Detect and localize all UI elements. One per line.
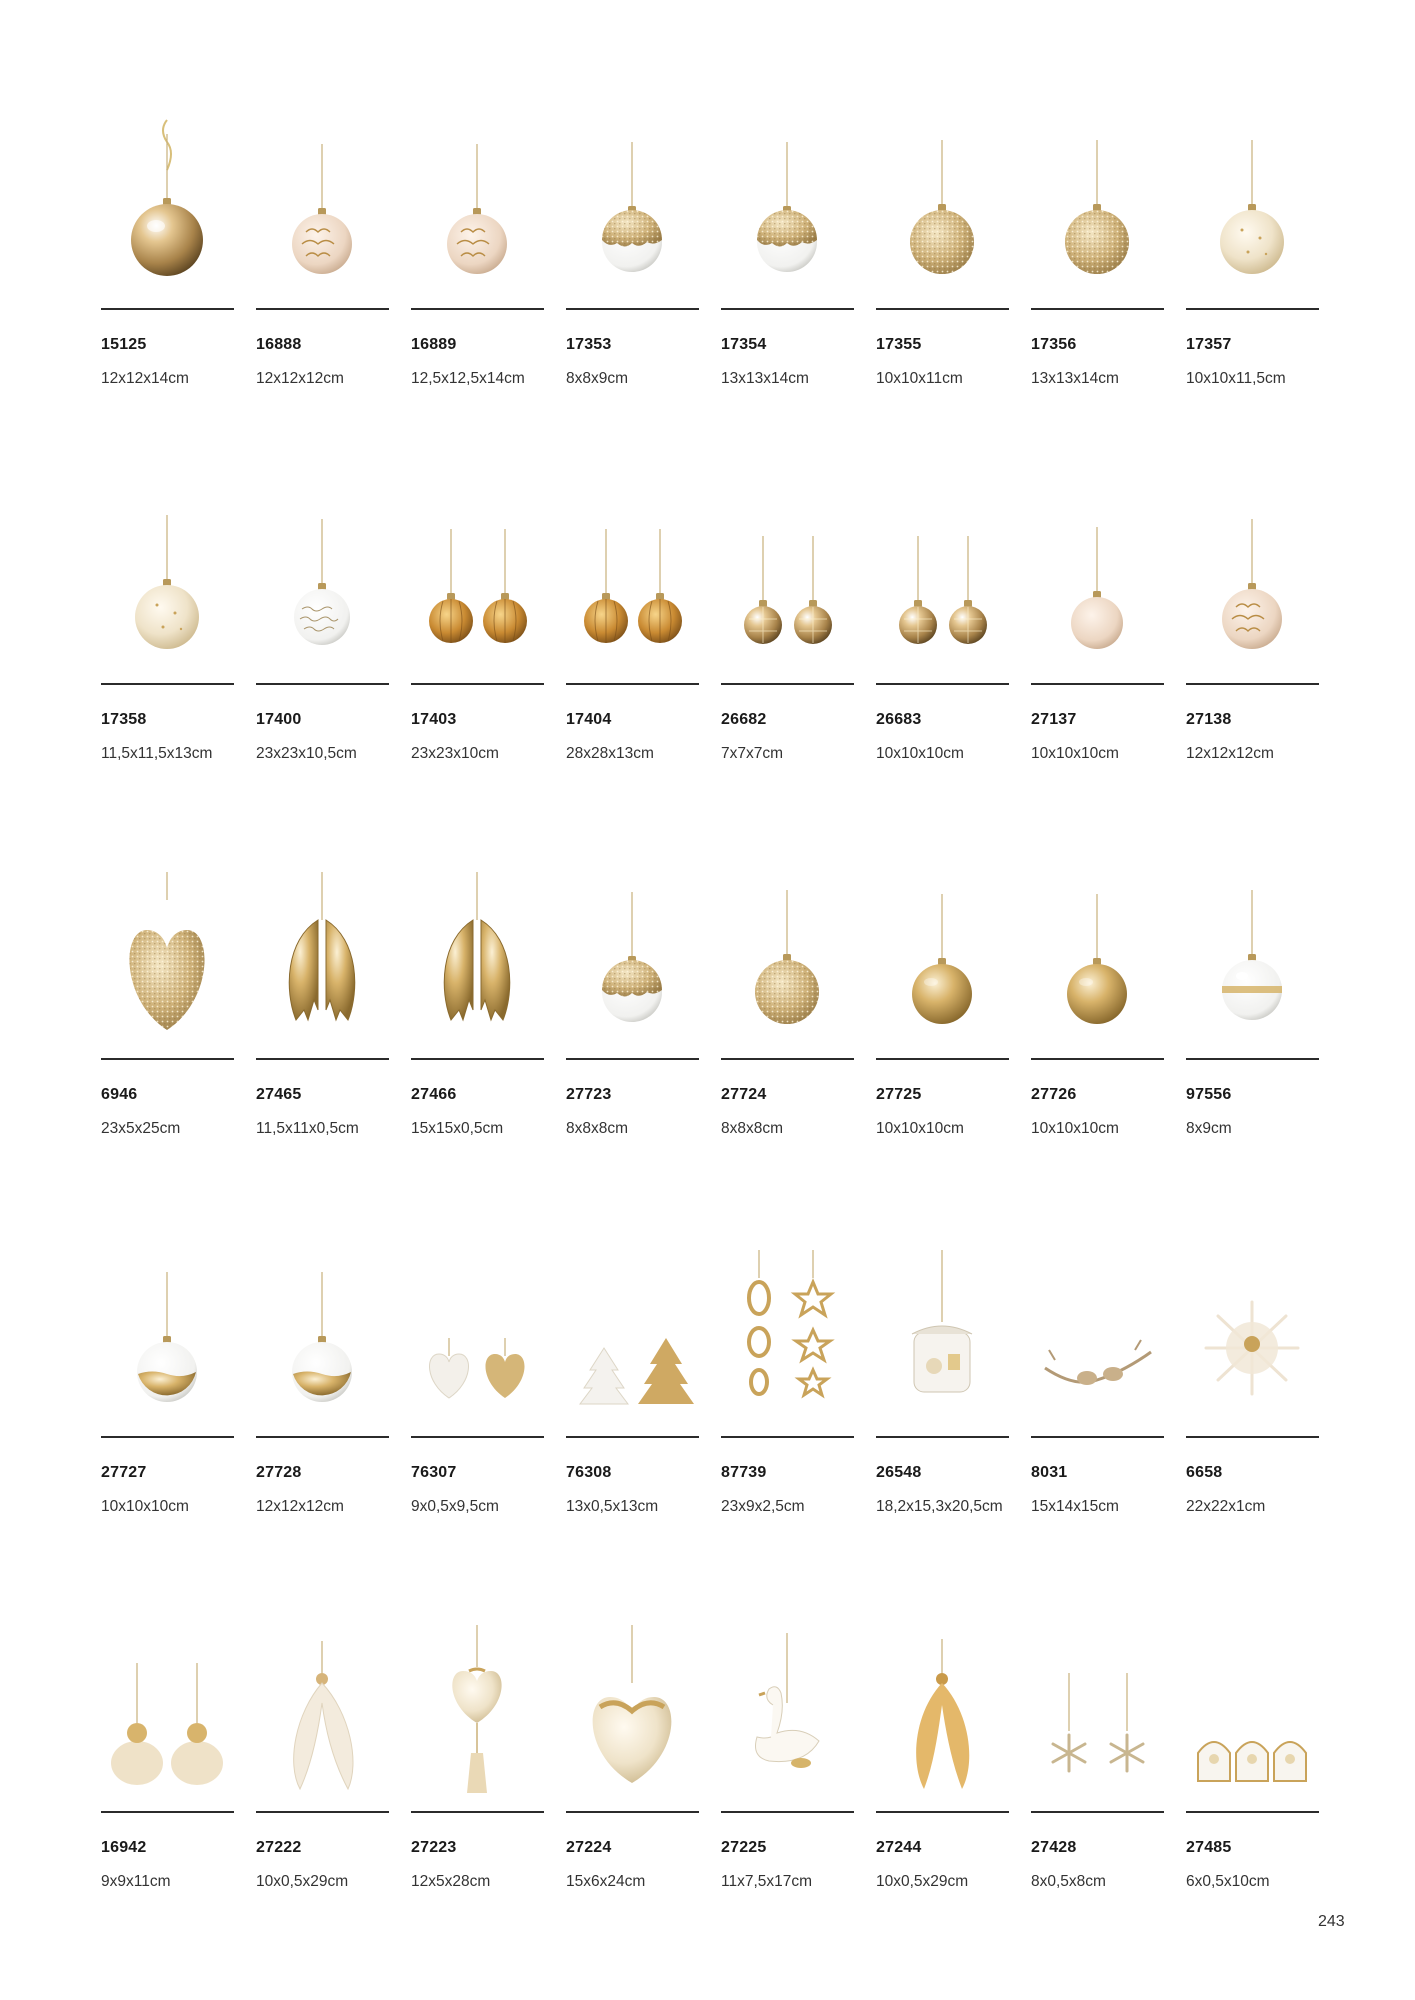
product-code: 8031 xyxy=(1031,1464,1068,1481)
divider-rule xyxy=(721,1811,854,1813)
product-image xyxy=(101,110,234,306)
divider-rule xyxy=(1031,1811,1164,1813)
product-code: 15125 xyxy=(101,336,147,353)
product-card xyxy=(566,110,699,400)
product-code: 17403 xyxy=(411,711,457,728)
product-dimensions: 8x9cm xyxy=(1186,1120,1232,1137)
product-image xyxy=(876,110,1009,306)
product-card xyxy=(256,485,389,775)
product-image xyxy=(256,1613,389,1809)
divider-rule xyxy=(411,1058,544,1060)
product-card xyxy=(256,1613,389,1903)
divider-rule xyxy=(876,1811,1009,1813)
product-code: 26683 xyxy=(876,711,922,728)
product-card xyxy=(1031,1238,1164,1528)
divider-rule xyxy=(566,1058,699,1060)
product-image xyxy=(1031,1238,1164,1434)
product-dimensions: 13x13x14cm xyxy=(721,370,809,387)
divider-rule xyxy=(411,1436,544,1438)
divider-rule xyxy=(876,308,1009,310)
product-code: 26548 xyxy=(876,1464,922,1481)
product-card xyxy=(1031,860,1164,1150)
product-code: 27727 xyxy=(101,1464,147,1481)
product-code: 97556 xyxy=(1186,1086,1232,1103)
product-card xyxy=(721,1238,854,1528)
product-card xyxy=(411,485,544,775)
product-image xyxy=(1186,1613,1319,1809)
product-card xyxy=(101,485,234,775)
product-code: 17400 xyxy=(256,711,302,728)
divider-rule xyxy=(1031,683,1164,685)
product-dimensions: 12x12x12cm xyxy=(1186,745,1274,762)
product-card xyxy=(566,860,699,1150)
product-image xyxy=(256,1238,389,1434)
divider-rule xyxy=(411,308,544,310)
product-image xyxy=(411,110,544,306)
product-code: 27726 xyxy=(1031,1086,1077,1103)
product-dimensions: 10x10x10cm xyxy=(876,1120,964,1137)
product-dimensions: 23x23x10,5cm xyxy=(256,745,357,762)
product-card xyxy=(876,110,1009,400)
product-dimensions: 8x8x9cm xyxy=(566,370,629,387)
product-dimensions: 9x0,5x9,5cm xyxy=(411,1498,499,1515)
divider-rule xyxy=(1186,683,1319,685)
product-card xyxy=(256,860,389,1150)
product-card xyxy=(1031,110,1164,400)
product-row xyxy=(101,860,1326,1150)
product-code: 27466 xyxy=(411,1086,457,1103)
product-code: 76308 xyxy=(566,1464,612,1481)
product-card xyxy=(1186,110,1319,400)
product-code: 27428 xyxy=(1031,1839,1077,1856)
product-code: 27724 xyxy=(721,1086,767,1103)
product-code: 6658 xyxy=(1186,1464,1223,1481)
divider-rule xyxy=(721,1436,854,1438)
product-image xyxy=(1031,1613,1164,1809)
product-card xyxy=(256,110,389,400)
product-dimensions: 15x6x24cm xyxy=(566,1873,646,1890)
product-dimensions: 28x28x13cm xyxy=(566,745,654,762)
product-card xyxy=(721,485,854,775)
product-code: 27728 xyxy=(256,1464,302,1481)
divider-rule xyxy=(876,683,1009,685)
divider-rule xyxy=(721,308,854,310)
product-dimensions: 12x12x14cm xyxy=(101,370,189,387)
product-image xyxy=(256,110,389,306)
product-card xyxy=(256,1238,389,1528)
product-card xyxy=(566,1613,699,1903)
divider-rule xyxy=(721,1058,854,1060)
product-code: 27224 xyxy=(566,1839,612,1856)
divider-rule xyxy=(256,683,389,685)
product-row xyxy=(101,1613,1326,1903)
product-card xyxy=(876,1613,1009,1903)
product-row xyxy=(101,110,1326,400)
product-dimensions: 10x0,5x29cm xyxy=(256,1873,349,1890)
product-card xyxy=(876,1238,1009,1528)
product-image xyxy=(566,1613,699,1809)
product-image xyxy=(256,860,389,1056)
product-image xyxy=(876,1613,1009,1809)
divider-rule xyxy=(566,308,699,310)
divider-rule xyxy=(256,1436,389,1438)
divider-rule xyxy=(1031,308,1164,310)
product-image xyxy=(721,860,854,1056)
product-card xyxy=(101,860,234,1150)
product-dimensions: 11x7,5x17cm xyxy=(721,1873,813,1890)
product-code: 87739 xyxy=(721,1464,767,1481)
product-card xyxy=(566,1238,699,1528)
divider-rule xyxy=(1186,1436,1319,1438)
product-image xyxy=(1031,860,1164,1056)
product-image xyxy=(411,1613,544,1809)
divider-rule xyxy=(566,1811,699,1813)
product-dimensions: 13x0,5x13cm xyxy=(566,1498,659,1515)
divider-rule xyxy=(1186,1058,1319,1060)
product-dimensions: 10x10x10cm xyxy=(876,745,964,762)
product-code: 26682 xyxy=(721,711,767,728)
product-image xyxy=(1186,860,1319,1056)
product-dimensions: 12x12x12cm xyxy=(256,1498,344,1515)
product-dimensions: 18,2x15,3x20,5cm xyxy=(876,1498,1003,1515)
product-code: 27723 xyxy=(566,1086,612,1103)
divider-rule xyxy=(1186,308,1319,310)
product-card xyxy=(1186,1613,1319,1903)
divider-rule xyxy=(411,683,544,685)
product-code: 27223 xyxy=(411,1839,457,1856)
product-image xyxy=(721,110,854,306)
product-code: 27465 xyxy=(256,1086,302,1103)
product-image xyxy=(876,1238,1009,1434)
product-image xyxy=(411,860,544,1056)
divider-rule xyxy=(1186,1811,1319,1813)
divider-rule xyxy=(876,1436,1009,1438)
product-image xyxy=(876,485,1009,681)
divider-rule xyxy=(1031,1436,1164,1438)
product-card xyxy=(411,1613,544,1903)
product-image xyxy=(101,1613,234,1809)
product-card xyxy=(566,485,699,775)
divider-rule xyxy=(256,308,389,310)
product-code: 27725 xyxy=(876,1086,922,1103)
product-dimensions: 10x0,5x29cm xyxy=(876,1873,969,1890)
product-image xyxy=(256,485,389,681)
product-code: 27485 xyxy=(1186,1839,1232,1856)
divider-rule xyxy=(566,1436,699,1438)
divider-rule xyxy=(721,683,854,685)
product-dimensions: 13x13x14cm xyxy=(1031,370,1119,387)
product-image xyxy=(411,485,544,681)
divider-rule xyxy=(256,1058,389,1060)
product-image xyxy=(101,485,234,681)
product-card xyxy=(1031,485,1164,775)
product-image xyxy=(1031,485,1164,681)
product-card xyxy=(101,110,234,400)
product-code: 17356 xyxy=(1031,336,1077,353)
product-card xyxy=(876,860,1009,1150)
page-number: 243 xyxy=(1318,1913,1345,1930)
product-dimensions: 10x10x10cm xyxy=(1031,745,1119,762)
product-row xyxy=(101,485,1326,775)
product-code: 17353 xyxy=(566,336,612,353)
product-dimensions: 12x12x12cm xyxy=(256,370,344,387)
product-dimensions: 10x10x10cm xyxy=(101,1498,189,1515)
divider-rule xyxy=(101,1436,234,1438)
product-code: 17355 xyxy=(876,336,922,353)
product-code: 76307 xyxy=(411,1464,457,1481)
product-dimensions: 22x22x1cm xyxy=(1186,1498,1266,1515)
product-dimensions: 8x0,5x8cm xyxy=(1031,1873,1106,1890)
product-code: 27137 xyxy=(1031,711,1077,728)
product-image xyxy=(566,1238,699,1434)
product-image xyxy=(1031,110,1164,306)
product-dimensions: 10x10x11,5cm xyxy=(1186,370,1286,387)
product-card xyxy=(411,1238,544,1528)
product-code: 27225 xyxy=(721,1839,767,1856)
product-code: 27138 xyxy=(1186,711,1232,728)
product-dimensions: 7x7x7cm xyxy=(721,745,784,762)
product-dimensions: 23x23x10cm xyxy=(411,745,499,762)
product-dimensions: 11,5x11,5x13cm xyxy=(101,745,213,762)
divider-rule xyxy=(101,1058,234,1060)
product-code: 17404 xyxy=(566,711,612,728)
product-image xyxy=(101,860,234,1056)
product-image xyxy=(876,860,1009,1056)
product-code: 27244 xyxy=(876,1839,922,1856)
divider-rule xyxy=(256,1811,389,1813)
divider-rule xyxy=(411,1811,544,1813)
product-card xyxy=(101,1613,234,1903)
product-image xyxy=(721,1613,854,1809)
divider-rule xyxy=(566,683,699,685)
product-image xyxy=(1186,110,1319,306)
product-dimensions: 8x8x8cm xyxy=(721,1120,784,1137)
product-dimensions: 10x10x10cm xyxy=(1031,1120,1119,1137)
product-image xyxy=(101,1238,234,1434)
divider-rule xyxy=(101,1811,234,1813)
product-card xyxy=(721,1613,854,1903)
divider-rule xyxy=(101,308,234,310)
product-image xyxy=(566,485,699,681)
product-row xyxy=(101,1238,1326,1528)
product-code: 16942 xyxy=(101,1839,147,1856)
product-image xyxy=(411,1238,544,1434)
product-code: 17354 xyxy=(721,336,767,353)
product-dimensions: 15x14x15cm xyxy=(1031,1498,1119,1515)
product-dimensions: 23x5x25cm xyxy=(101,1120,181,1137)
product-card xyxy=(1186,485,1319,775)
product-card xyxy=(721,860,854,1150)
product-card xyxy=(1186,860,1319,1150)
product-code: 16888 xyxy=(256,336,302,353)
product-code: 27222 xyxy=(256,1839,302,1856)
product-code: 17358 xyxy=(101,711,147,728)
product-dimensions: 8x8x8cm xyxy=(566,1120,629,1137)
divider-rule xyxy=(876,1058,1009,1060)
product-card xyxy=(411,860,544,1150)
product-image xyxy=(566,110,699,306)
product-image xyxy=(566,860,699,1056)
product-code: 16889 xyxy=(411,336,457,353)
product-dimensions: 11,5x11x0,5cm xyxy=(256,1120,359,1137)
divider-rule xyxy=(101,683,234,685)
product-image xyxy=(1186,1238,1319,1434)
product-dimensions: 9x9x11cm xyxy=(101,1873,171,1890)
divider-rule xyxy=(1031,1058,1164,1060)
product-card xyxy=(876,485,1009,775)
product-dimensions: 12,5x12,5x14cm xyxy=(411,370,525,387)
product-code: 6946 xyxy=(101,1086,138,1103)
product-image xyxy=(1186,485,1319,681)
product-code: 17357 xyxy=(1186,336,1232,353)
product-card xyxy=(411,110,544,400)
product-dimensions: 6x0,5x10cm xyxy=(1186,1873,1270,1890)
product-card xyxy=(1031,1613,1164,1903)
product-image xyxy=(721,1238,854,1434)
product-card xyxy=(721,110,854,400)
product-image xyxy=(721,485,854,681)
product-card xyxy=(1186,1238,1319,1528)
product-dimensions: 23x9x2,5cm xyxy=(721,1498,805,1515)
product-dimensions: 10x10x11cm xyxy=(876,370,963,387)
product-dimensions: 12x5x28cm xyxy=(411,1873,491,1890)
product-card xyxy=(101,1238,234,1528)
product-dimensions: 15x15x0,5cm xyxy=(411,1120,504,1137)
